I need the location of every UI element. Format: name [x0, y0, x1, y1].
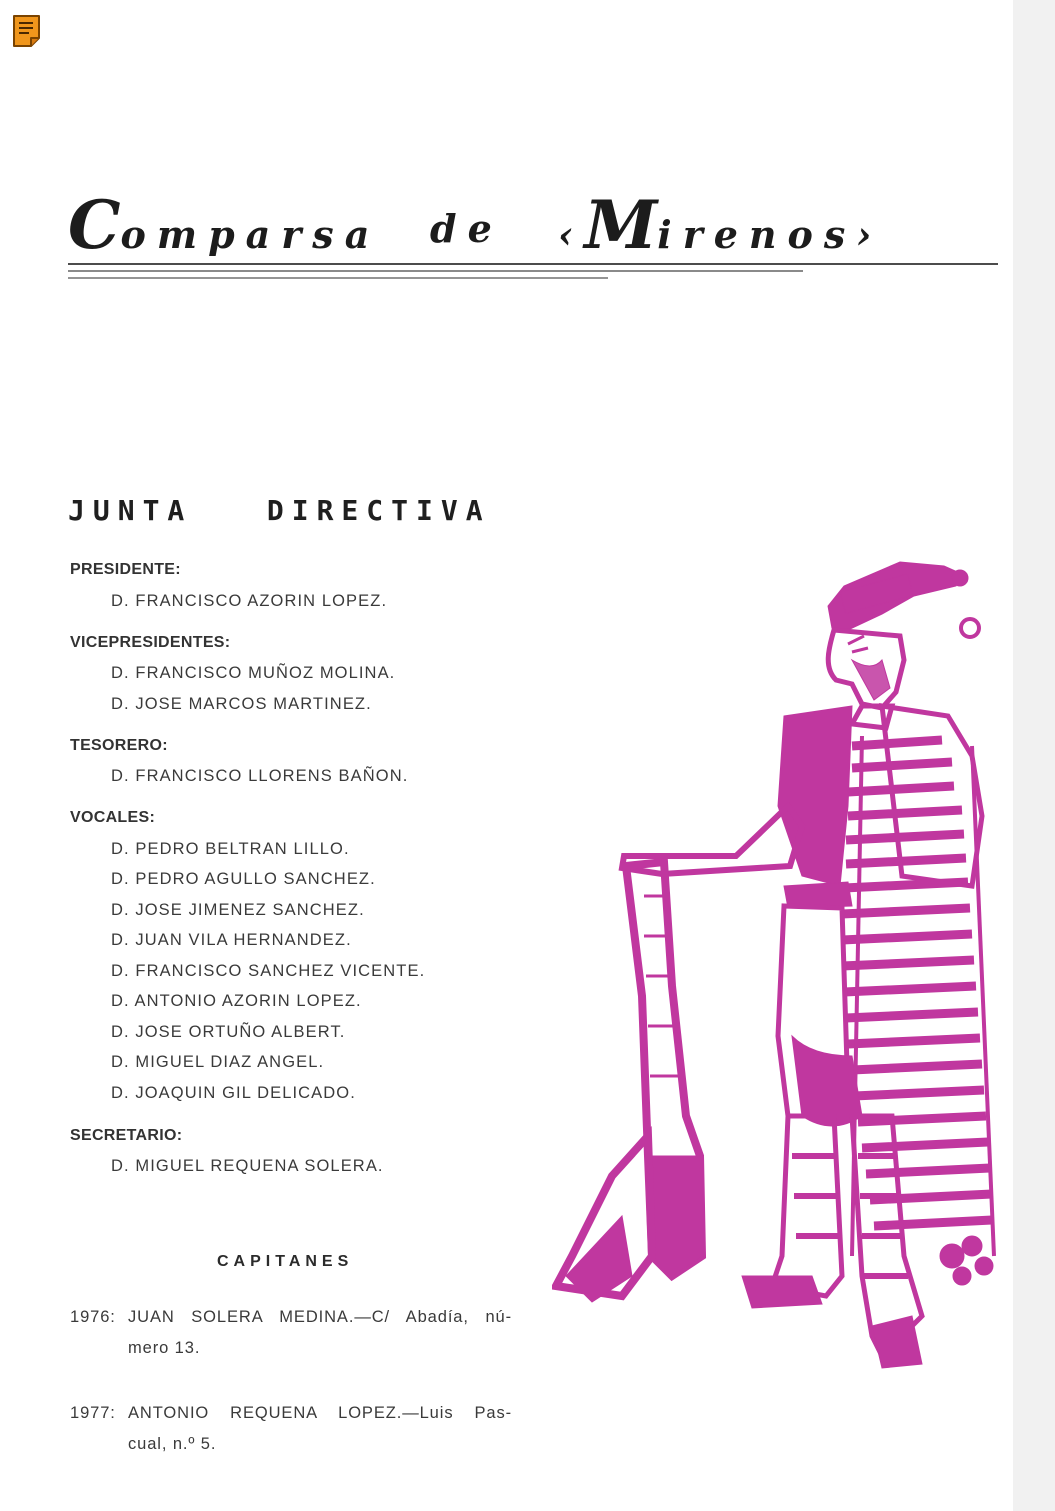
vicepresidente-name: D. FRANCISCO MUÑOZ MOLINA.	[111, 664, 396, 682]
title-underline-rules	[68, 262, 1000, 282]
capitan-text-continued: mero 13.	[128, 1339, 201, 1357]
capitan-text: JUAN SOLERA MEDINA.—C/ Abadía, nú-	[128, 1308, 512, 1326]
vicepresidentes-label: VICEPRESIDENTES:	[70, 634, 231, 651]
vocal-name: D. MIGUEL DIAZ ANGEL.	[111, 1053, 325, 1071]
title-word-de: de	[430, 206, 503, 251]
junta-directiva-heading: JUNTA DIRECTIVA	[68, 494, 491, 527]
capitan-text: ANTONIO REQUENA LOPEZ.—Luis Pas-	[128, 1404, 512, 1422]
viewer-side-margin	[1013, 0, 1055, 1511]
title-word-mirenos: ‹Mirenos›	[558, 186, 883, 264]
presidente-name: D. FRANCISCO AZORIN LOPEZ.	[111, 592, 388, 610]
vocal-name: D. JOAQUIN GIL DELICADO.	[111, 1084, 356, 1102]
vocal-name: D. PEDRO BELTRAN LILLO.	[111, 840, 350, 858]
vocal-name: D. PEDRO AGULLO SANCHEZ.	[111, 870, 376, 888]
vocal-name: D. ANTONIO AZORIN LOPEZ.	[111, 992, 362, 1010]
capitan-text-continued: cual, n.º 5.	[128, 1435, 217, 1453]
vicepresidente-name: D. JOSE MARCOS MARTINEZ.	[111, 695, 372, 713]
capitan-year: 1977:	[70, 1404, 116, 1422]
presidente-label: PRESIDENTE:	[70, 561, 181, 578]
tesorero-name: D. FRANCISCO LLORENS BAÑON.	[111, 767, 409, 785]
vocal-name: D. FRANCISCO SANCHEZ VICENTE.	[111, 962, 426, 980]
capitanes-heading: CAPITANES	[217, 1253, 354, 1270]
capitan-year: 1976:	[70, 1308, 116, 1326]
vocales-label: VOCALES:	[70, 809, 156, 826]
page-title	[68, 180, 998, 264]
secretario-name: D. MIGUEL REQUENA SOLERA.	[111, 1157, 384, 1175]
note-icon	[12, 14, 42, 48]
vocal-name: D. JUAN VILA HERNANDEZ.	[111, 931, 352, 949]
secretario-label: SECRETARIO:	[70, 1127, 183, 1144]
mireno-figure-illustration	[552, 556, 998, 1374]
title-word-comparsa: Comparsa	[68, 186, 381, 264]
vocal-name: D. JOSE ORTUÑO ALBERT.	[111, 1023, 346, 1041]
vocal-name: D. JOSE JIMENEZ SANCHEZ.	[111, 901, 365, 919]
note-button[interactable]	[12, 14, 42, 48]
tesorero-label: TESORERO:	[70, 737, 168, 754]
